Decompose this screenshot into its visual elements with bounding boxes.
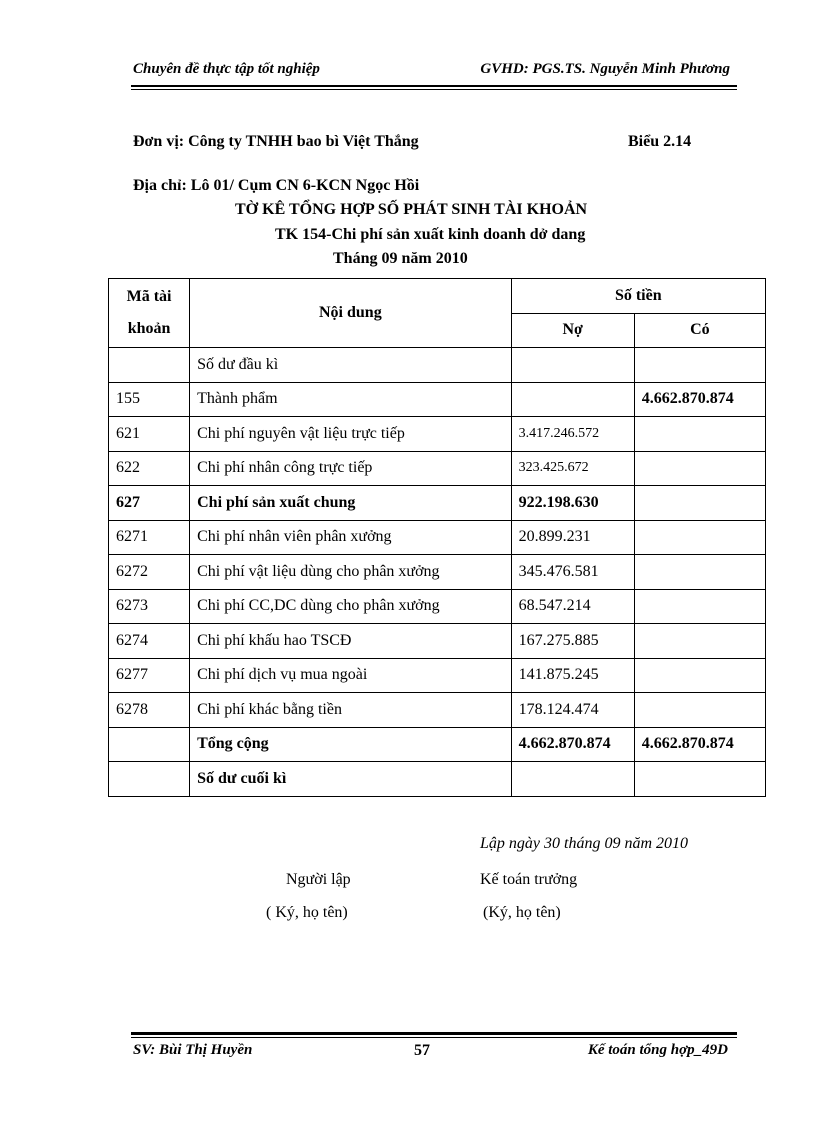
cell-credit <box>634 624 765 659</box>
period-title: Tháng 09 năm 2010 <box>333 250 468 267</box>
preparer-sign-note: ( Ký, họ tên) <box>266 904 348 921</box>
header-amount: Số tiền <box>511 279 765 314</box>
cell-content: Chi phí vật liệu dùng cho phân xưởng <box>190 555 511 590</box>
cell-code: 155 <box>109 382 190 417</box>
footer-class: Kế toán tổng hợp_49D <box>587 1042 728 1058</box>
cell-code: 621 <box>109 417 190 452</box>
ledger-table <box>108 278 766 797</box>
chief-accountant-label: Kế toán trưởng <box>480 871 578 888</box>
cell-code <box>109 727 190 762</box>
cell-debit: 167.275.885 <box>511 624 634 659</box>
table-row <box>109 658 766 693</box>
cell-code: 6271 <box>109 520 190 555</box>
footer-student: SV: Bùi Thị Huyền <box>133 1042 253 1058</box>
company-address: Địa chỉ: Lô 01/ Cụm CN 6-KCN Ngọc Hồi <box>133 177 420 194</box>
cell-code: 622 <box>109 451 190 486</box>
table-row <box>109 451 766 486</box>
cell-content: Số dư đầu kì <box>190 348 511 383</box>
table-row <box>109 348 766 383</box>
account-title: TK 154-Chi phí sản xuất kinh doanh dở dang <box>275 226 586 243</box>
document-title: TỜ KÊ TỔNG HỢP SỐ PHÁT SINH TÀI KHOẢN <box>235 201 588 218</box>
table-row <box>109 624 766 659</box>
company-unit: Đơn vị: Công ty TNHH bao bì Việt Thắng <box>133 133 419 150</box>
cell-debit: 178.124.474 <box>511 693 634 728</box>
cell-content: Số dư cuối kì <box>190 762 511 797</box>
cell-debit <box>511 762 634 797</box>
cell-credit: 4.662.870.874 <box>634 382 765 417</box>
cell-code: 6278 <box>109 693 190 728</box>
chief-sign-note: (Ký, họ tên) <box>483 904 561 921</box>
cell-code: 627 <box>109 486 190 521</box>
table-row <box>109 520 766 555</box>
cell-content: Thành phẩm <box>190 382 511 417</box>
header-debit: Nợ <box>511 313 634 348</box>
table-total-row <box>109 727 766 762</box>
table-row <box>109 762 766 797</box>
header-credit: Có <box>634 313 765 348</box>
cell-content: Chi phí khấu hao TSCĐ <box>190 624 511 659</box>
cell-content: Chi phí dịch vụ mua ngoài <box>190 658 511 693</box>
table-row <box>109 382 766 417</box>
table-row <box>109 417 766 452</box>
header-content: Nội dung <box>190 279 511 348</box>
cell-debit: 922.198.630 <box>511 486 634 521</box>
cell-credit <box>634 486 765 521</box>
cell-debit: 68.547.214 <box>511 589 634 624</box>
cell-debit: 141.875.245 <box>511 658 634 693</box>
cell-debit: 20.899.231 <box>511 520 634 555</box>
table-row <box>109 486 766 521</box>
cell-code <box>109 348 190 383</box>
cell-debit: 323.425.672 <box>511 451 634 486</box>
cell-code: 6274 <box>109 624 190 659</box>
cell-credit <box>634 451 765 486</box>
cell-credit <box>634 693 765 728</box>
cell-debit: 345.476.581 <box>511 555 634 590</box>
header-rule-thick <box>131 85 737 87</box>
footer-rule-thin <box>131 1037 737 1038</box>
cell-credit <box>634 589 765 624</box>
cell-credit: 4.662.870.874 <box>634 727 765 762</box>
header-rule-thin <box>131 89 737 90</box>
signature-date: Lập ngày 30 tháng 09 năm 2010 <box>480 835 688 852</box>
cell-debit: 3.417.246.572 <box>511 417 634 452</box>
cell-debit <box>511 382 634 417</box>
cell-code: 6272 <box>109 555 190 590</box>
cell-content: Chi phí nhân viên phân xưởng <box>190 520 511 555</box>
cell-content: Chi phí sản xuất chung <box>190 486 511 521</box>
cell-content: Chi phí nguyên vật liệu trực tiếp <box>190 417 511 452</box>
cell-debit: 4.662.870.874 <box>511 727 634 762</box>
cell-content: Chi phí CC,DC dùng cho phân xưởng <box>190 589 511 624</box>
header-thesis-title: Chuyên đề thực tập tốt nghiệp <box>133 61 320 77</box>
cell-credit <box>634 555 765 590</box>
cell-debit <box>511 348 634 383</box>
cell-code: 6273 <box>109 589 190 624</box>
cell-content: Chi phí khác bằng tiền <box>190 693 511 728</box>
header-supervisor: GVHD: PGS.TS. Nguyễn Minh Phương <box>480 61 730 77</box>
footer-rule-thick <box>131 1032 737 1035</box>
cell-credit <box>634 348 765 383</box>
table-row <box>109 693 766 728</box>
cell-content: Tổng cộng <box>190 727 511 762</box>
cell-content: Chi phí nhân công trực tiếp <box>190 451 511 486</box>
preparer-label: Người lập <box>286 871 351 888</box>
cell-credit <box>634 520 765 555</box>
cell-credit <box>634 417 765 452</box>
cell-credit <box>634 762 765 797</box>
page-number: 57 <box>414 1042 430 1059</box>
form-code: Biểu 2.14 <box>628 133 692 150</box>
table-row <box>109 589 766 624</box>
table-row <box>109 555 766 590</box>
header-account-code: Mã tài khoản <box>109 279 190 348</box>
cell-code: 6277 <box>109 658 190 693</box>
table-header-row <box>109 279 766 314</box>
cell-credit <box>634 658 765 693</box>
cell-code <box>109 762 190 797</box>
